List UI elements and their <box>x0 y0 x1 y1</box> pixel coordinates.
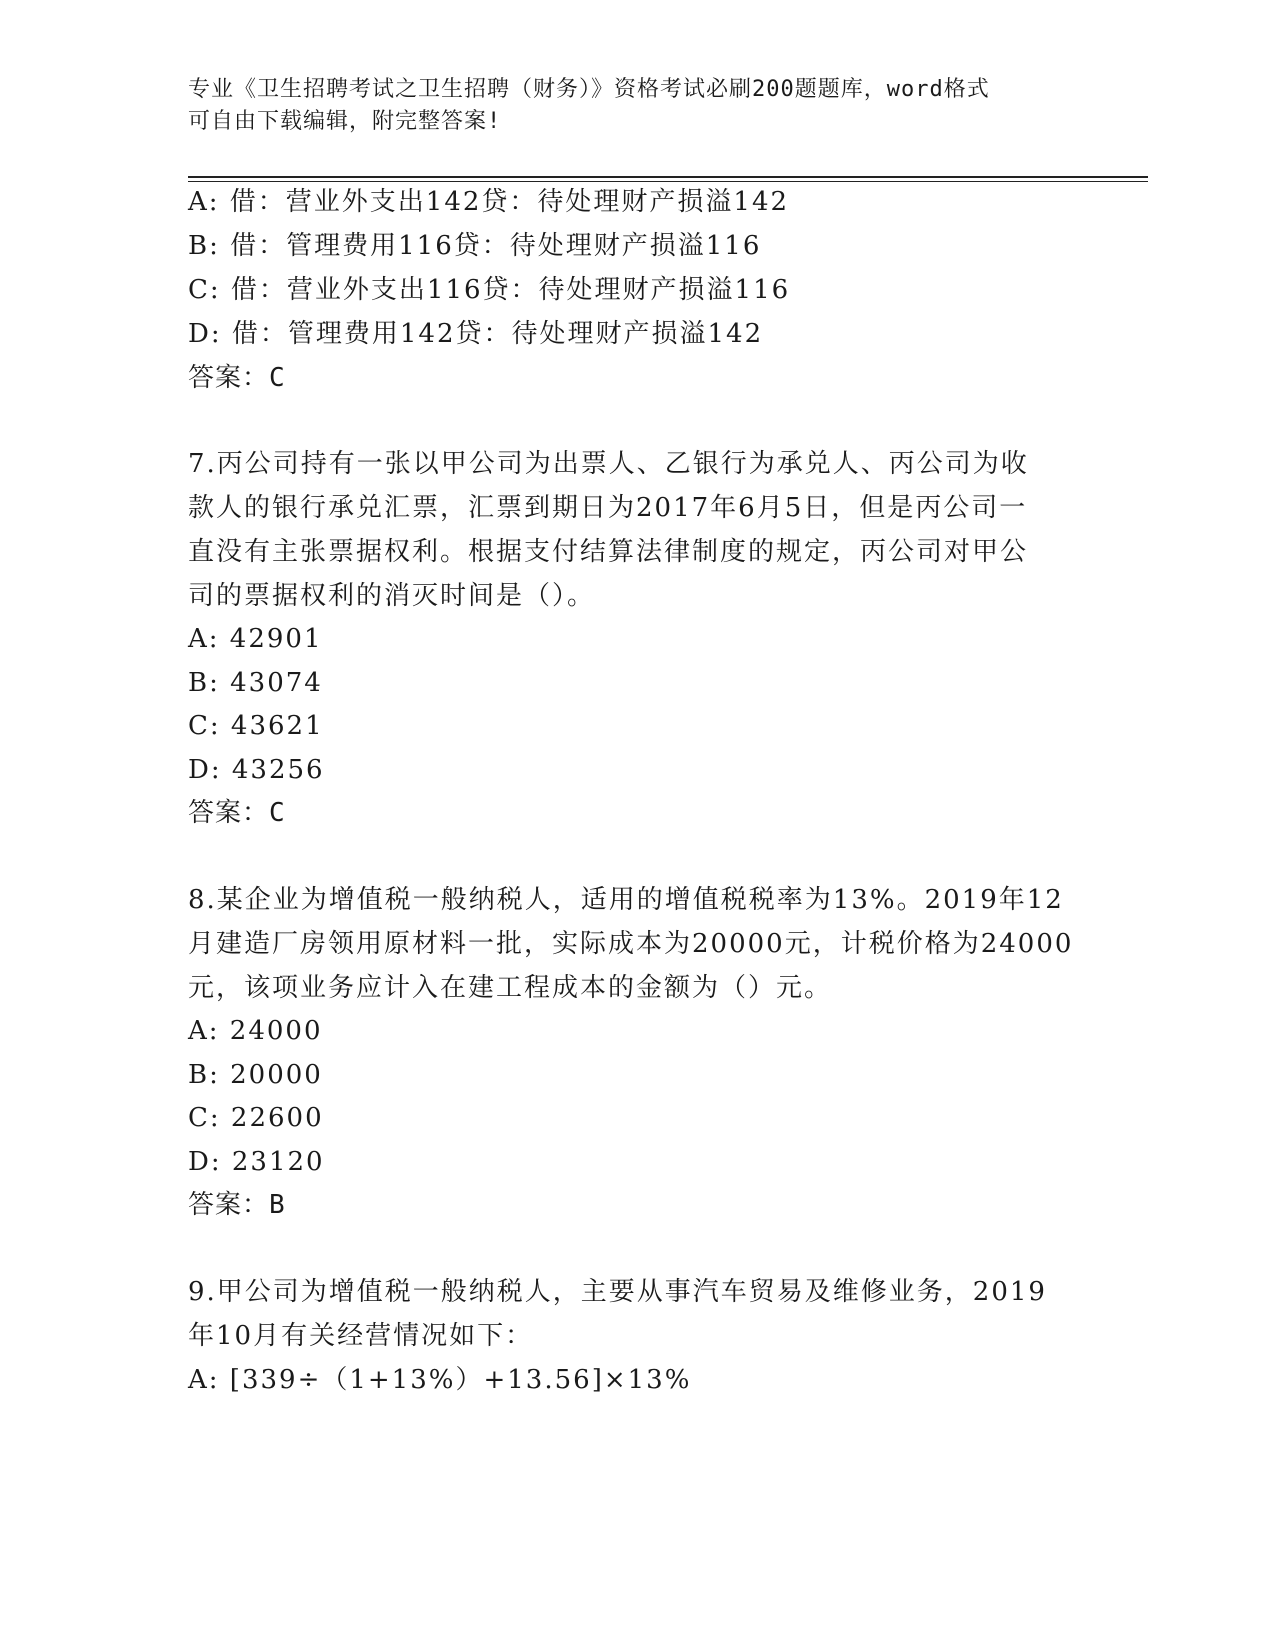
q8-answer: 答案：B <box>188 1190 286 1220</box>
q8-stem-line-2: 月建造厂房领用原材料一批，实际成本为20000元，计税价格为24000 <box>188 929 1074 959</box>
q7-stem-line-1: 7.丙公司持有一张以甲公司为出票人、乙银行为承兑人、丙公司为收 <box>188 449 1029 479</box>
q7-option-b: B: 43074 <box>188 668 323 698</box>
q7-stem-line-4: 司的票据权利的消灭时间是（）。 <box>188 581 596 611</box>
q7-stem-line-3: 直没有主张票据权利。根据支付结算法律制度的规定，丙公司对甲公 <box>188 537 1029 567</box>
q8-option-a: A: 24000 <box>188 1016 323 1046</box>
q6-option-b: B: 借：管理费用116贷：待处理财产损溢116 <box>188 231 762 261</box>
q7-option-d: D: 43256 <box>188 755 325 785</box>
q6-answer: 答案：C <box>188 363 286 393</box>
q8-stem-line-3: 元，该项业务应计入在建工程成本的金额为（）元。 <box>188 973 833 1003</box>
q9-stem-line-2: 年10月有关经营情况如下： <box>188 1321 534 1351</box>
header-divider-thick <box>188 176 1148 178</box>
q8-option-b: B: 20000 <box>188 1060 323 1090</box>
q7-stem-line-2: 款人的银行承兑汇票，汇票到期日为2017年6月5日，但是丙公司一 <box>188 493 1028 523</box>
header-divider-thin <box>188 181 1148 182</box>
q6-option-a: A: 借：营业外支出142贷：待处理财产损溢142 <box>188 187 790 217</box>
q7-option-c: C: 43621 <box>188 711 324 741</box>
q7-answer: 答案：C <box>188 798 286 828</box>
document-header <box>188 74 1068 138</box>
q8-option-d: D: 23120 <box>188 1147 325 1177</box>
header-line-1: 专业《卫生招聘考试之卫生招聘（财务）》资格考试必刷200题题库，word格式 <box>188 77 990 102</box>
q7-option-a: A: 42901 <box>188 624 323 654</box>
q6-option-d: D: 借：管理费用142贷：待处理财产损溢142 <box>188 319 764 349</box>
q8-stem-line-1: 8.某企业为增值税一般纳税人，适用的增值税税率为13%。2019年12 <box>188 885 1064 915</box>
q9-option-a: A: [339÷（1+13%）+13.56]×13% <box>188 1365 692 1395</box>
header-line-2: 可自由下载编辑，附完整答案! <box>188 109 502 134</box>
q6-option-c: C: 借：营业外支出116贷：待处理财产损溢116 <box>188 275 791 305</box>
q8-option-c: C: 22600 <box>188 1103 324 1133</box>
q9-stem-line-1: 9.甲公司为增值税一般纳税人，主要从事汽车贸易及维修业务，2019 <box>188 1277 1047 1307</box>
